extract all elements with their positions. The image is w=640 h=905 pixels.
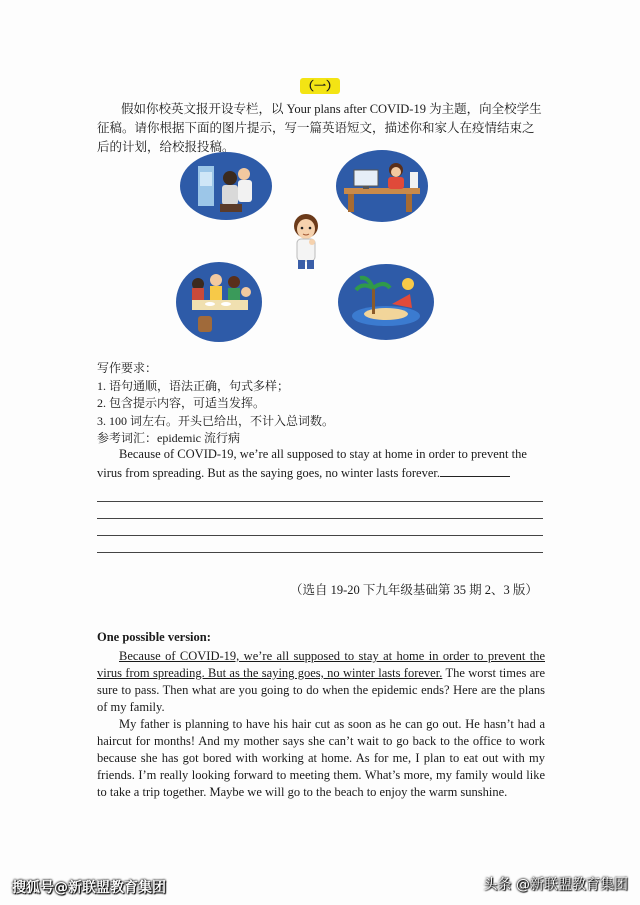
sample-opening-underlined: Because of COVID-19, we’re all supposed to stay at home in order to prevent the virus from spreading. But as the saying goes, no winter lasts forever. [97, 649, 545, 680]
source-note: （选自 19-20 下九年级基础第 35 期 2、3 版） [290, 583, 538, 597]
answer-blank [440, 466, 510, 477]
sample-essay [97, 648, 545, 801]
watermark-left: 搜狐号@新联盟教育集团 [12, 880, 166, 896]
requirement-item: 1. 语句通顺，语法正确，句式多样； [97, 378, 290, 393]
watermark-right: 头条 @新联盟教育集团 [483, 877, 628, 893]
requirement-item: 3. 100 词左右。开头已给出，不计入总词数。 [97, 413, 335, 428]
office-worker-illustration [336, 150, 428, 222]
barber-haircut-illustration [180, 152, 272, 220]
sample-paragraph-1 [97, 648, 545, 716]
section-badge: （一） [301, 79, 338, 93]
sample-paragraph-2: My father is planning to have his hair cut as soon as he can go out. He hasn’t had a haircut for months! And my mother says she can’t wait to go back to the office to work because she has got bored with working at home. As for me, I plan to eat out with my friends. I’m really looking forward to meeting them. What’s more, my family would like to take a trip together. Maybe we will go to the beach to enjoy the warm sunshine. [97, 717, 545, 799]
writing-line [97, 536, 543, 553]
requirements-heading: 写作要求： [97, 361, 158, 375]
sample-paragraph-1-rest: The worst times are sure to pass. Then what are you going to do when the epidemic ends? Here are the plans of my family. [97, 666, 545, 714]
sample-heading: One possible version: [97, 630, 211, 644]
writing-line [97, 519, 543, 536]
writing-line [97, 502, 543, 519]
task-instructions: 假如你校英文报开设专栏，以 Your plans after COVID-19 为主题，向全校学生征稿。请你根据下面的图片提示，写一篇英语短文，描述你和家人在疫情结束之后的计划，给校报投稿。 [97, 102, 542, 154]
family-dinner-illustration [176, 262, 262, 342]
writing-line [97, 485, 543, 502]
requirement-item: 2. 包含提示内容，可适当发挥。 [97, 396, 266, 410]
writing-requirements [97, 360, 334, 448]
reference-vocabulary: 参考词汇：epidemic 流行病 [97, 431, 240, 445]
thinking-boy-illustration [286, 212, 326, 270]
beach-island-illustration [338, 264, 434, 340]
essay-opening-text: Because of COVID-19, we’re all supposed to stay at home in order to prevent the virus from spreading. But as the saying goes, no winter lasts forever. [97, 447, 527, 480]
essay-opening [97, 445, 545, 483]
writing-lines [97, 485, 543, 553]
